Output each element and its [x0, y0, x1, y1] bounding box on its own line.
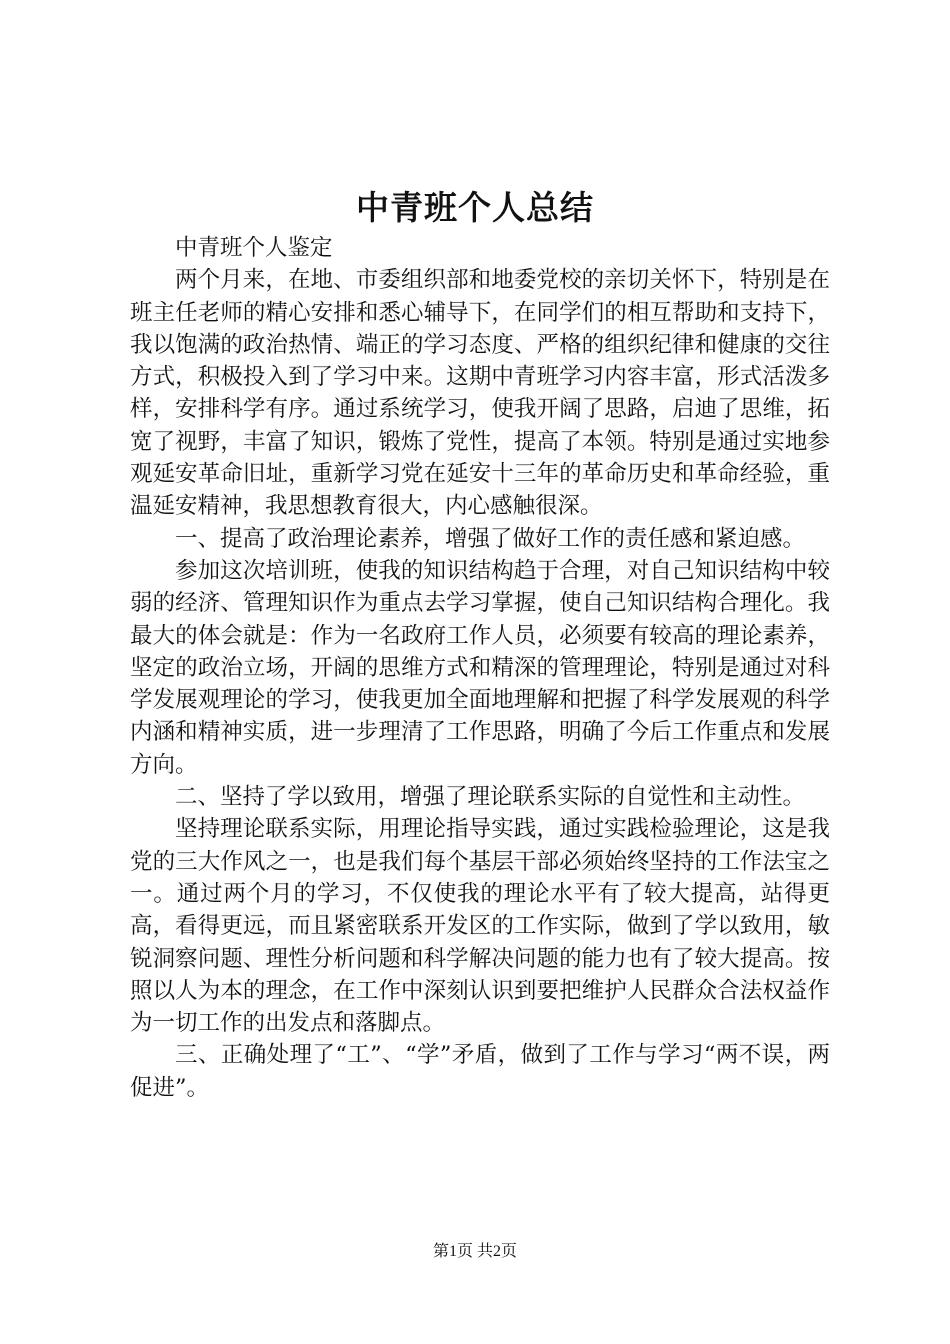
section-heading-1: 一、提高了政治理论素养，增强了做好工作的责任感和紧迫感。 [175, 525, 806, 552]
section-heading-3: 三、正确处理了“工”、“学”矛盾，做到了工作与学习“两不误，两促进”。 [130, 1042, 830, 1101]
paragraph-section-2: 坚持理论联系实际，用理论指导实践，通过实践检验理论，这是我党的三大作风之一，也是我们每个基层干部必须始终坚持的工作法宝之一。通过两个月的学习，不仅使我的理论水平有了较大提高，站得更高，看得更远，而且紧密联系开发区的工作实际，做到了学以致用，敏锐洞察问题、理性分析问题和科学解决问题的能力也有了较大提高。按照以人为本的理念，在工作中深刻认识到要把维护人民群众合法权益作为一切工作的出发点和落脚点。 [130, 816, 830, 1037]
document-body [130, 232, 830, 1104]
page-footer: 第1页 共2页 [432, 1243, 517, 1260]
document-title: 中青班个人总结 [356, 188, 594, 227]
section-heading-2: 二、坚持了学以致用，增强了理论联系实际的自觉性和主动性。 [175, 784, 806, 811]
paragraph-intro: 两个月来，在地、市委组织部和地委党校的亲切关怀下，特别是在班主任老师的精心安排和悉心辅导下，在同学们的相互帮助和支持下，我以饱满的政治热情、端正的学习态度、严格的组织纪律和健康的交往方式，积极投入到了学习中来。这期中青班学习内容丰富，形式活泼多样，安排科学有序。通过系统学习，使我开阔了思路，启迪了思维，拓宽了视野，丰富了知识，锻炼了党性，提高了本领。特别是通过实地参观延安革命旧址，重新学习党在延安十三年的革命历史和革命经验，重温延安精神，我思想教育很大，内心感触很深。 [130, 267, 830, 520]
paragraph-section-1: 参加这次培训班，使我的知识结构趋于合理，对自己知识结构中较弱的经济、管理知识作为重点去学习掌握，使自己知识结构合理化。我最大的体会就是：作为一名政府工作人员，必须要有较高的理论素养，坚定的政治立场，开阔的思维方式和精深的管理理论，特别是通过对科学发展观理论的学习，使我更加全面地理解和把握了科学发展观的科学内涵和精神实质，进一步理清了工作思路，明确了今后工作重点和发展方向。 [130, 557, 830, 778]
paragraph-subtitle: 中青班个人鉴定 [175, 235, 333, 261]
